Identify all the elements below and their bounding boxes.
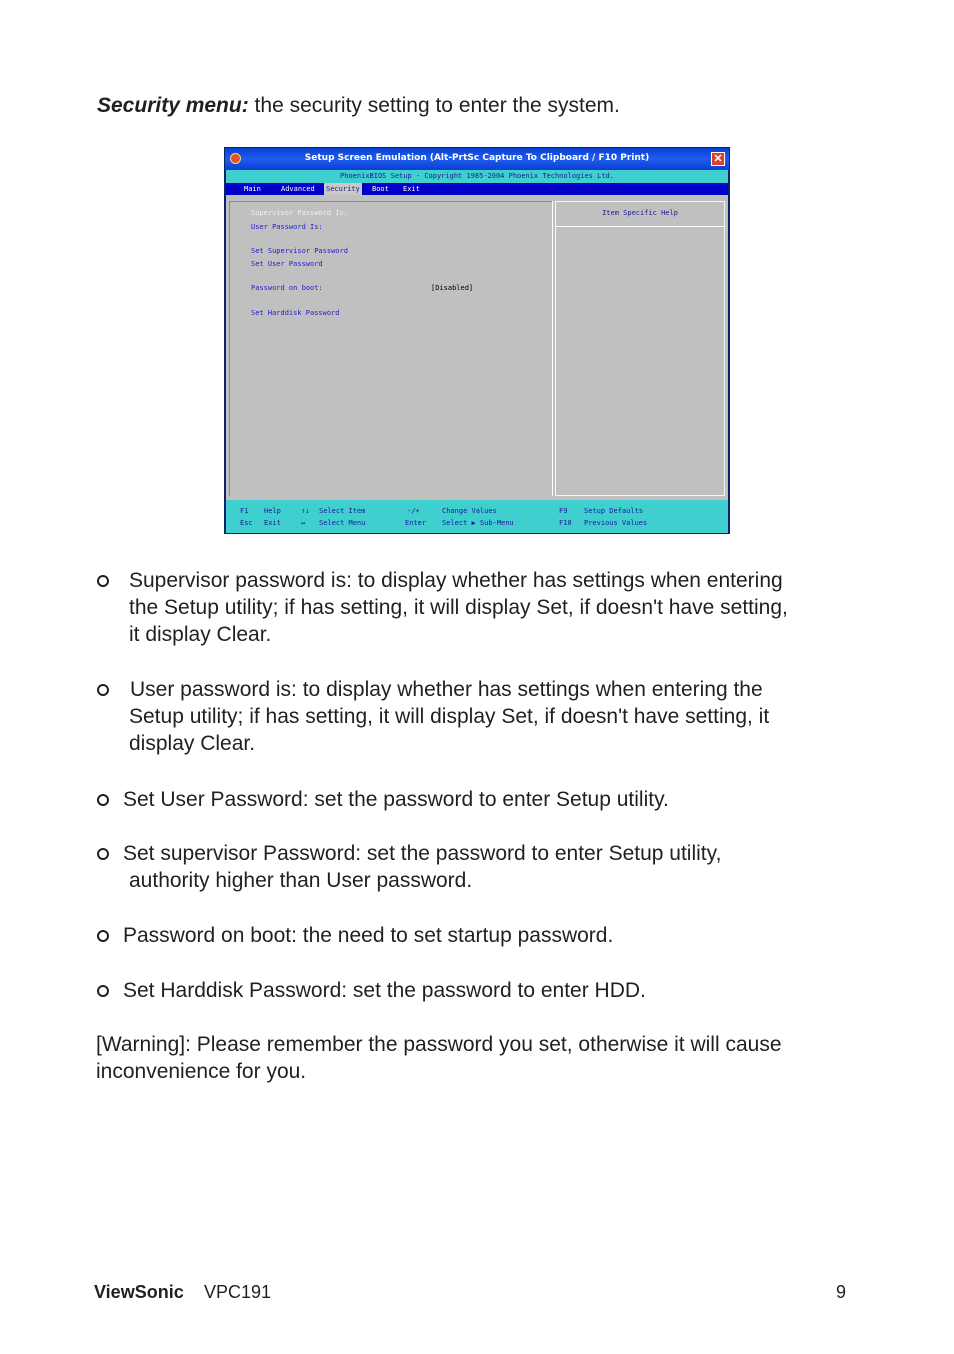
bullet-icon bbox=[97, 930, 109, 942]
item-password-on-boot[interactable]: Password on boot: bbox=[251, 284, 323, 292]
list-item-text: Password on boot: the need to set startup password. bbox=[123, 924, 614, 947]
item-supervisor-password-is: Supervisor Password Is: bbox=[251, 209, 348, 217]
section-intro bbox=[97, 94, 620, 118]
bios-window-title: Setup Screen Emulation (Alt-PrtSc Capture To Clipboard / F10 Print) bbox=[304, 153, 650, 163]
bullet-icon bbox=[97, 575, 109, 587]
bullet-icon bbox=[97, 985, 109, 997]
bios-key-legend bbox=[226, 500, 728, 533]
bios-body bbox=[226, 195, 728, 500]
list-item-text: Set User Password: set the password to enter Setup utility. bbox=[123, 788, 669, 811]
menu-boot[interactable]: Boot bbox=[372, 185, 389, 193]
help-title: Item Specific Help bbox=[556, 202, 724, 227]
bios-settings-panel bbox=[229, 201, 553, 496]
key-setup-defaults-label: Setup Defaults bbox=[584, 507, 644, 515]
list-item-text: User password is: to display whether has settings when entering the bbox=[130, 678, 763, 701]
key-exit-label: Exit bbox=[264, 519, 281, 527]
list-item-text: it display Clear. bbox=[129, 623, 272, 646]
key-help-label: Help bbox=[264, 507, 281, 515]
key-f1: F1 bbox=[240, 507, 249, 515]
section-intro-text: the security setting to enter the system. bbox=[248, 94, 620, 117]
key-f10: F10 bbox=[559, 519, 572, 527]
key-updown: ↑↓ bbox=[301, 507, 310, 515]
item-set-supervisor-password[interactable]: Set Supervisor Password bbox=[251, 247, 348, 255]
bullet-icon bbox=[97, 848, 109, 860]
key-select-submenu-label: Select ▶ Sub-Menu bbox=[442, 519, 514, 527]
item-set-harddisk-password[interactable]: Set Harddisk Password bbox=[251, 309, 340, 317]
key-leftright: ↔ bbox=[301, 519, 306, 527]
item-user-password-is: User Password Is: bbox=[251, 223, 323, 231]
key-select-menu-label: Select Menu bbox=[319, 519, 366, 527]
section-keyword: Security menu: bbox=[97, 94, 249, 117]
list-item-text: Supervisor password is: to display whether has settings when entering bbox=[129, 569, 783, 592]
warning-line: inconvenience for you. bbox=[96, 1060, 307, 1083]
bios-copyright: PhoenixBIOS Setup - Copyright 1985-2004 Phoenix Technologies Ltd. bbox=[226, 170, 728, 183]
list-item-text: Set Harddisk Password: set the password to enter HDD. bbox=[123, 979, 646, 1002]
menu-main[interactable]: Main bbox=[244, 185, 261, 193]
list-item-text: display Clear. bbox=[129, 732, 256, 755]
key-minusplus: -/+ bbox=[407, 507, 420, 515]
footer-brand: ViewSonic bbox=[94, 1282, 184, 1302]
list-item-text: Set supervisor Password: set the password to enter Setup utility, bbox=[123, 842, 722, 865]
bullet-icon bbox=[97, 794, 109, 806]
bullet-icon bbox=[97, 684, 109, 696]
key-select-item-label: Select Item bbox=[319, 507, 366, 515]
key-f9: F9 bbox=[559, 507, 568, 515]
key-esc: Esc bbox=[240, 519, 253, 527]
key-previous-values-label: Previous Values bbox=[584, 519, 648, 527]
close-icon[interactable]: ✕ bbox=[711, 152, 725, 166]
warning-note bbox=[96, 1031, 782, 1085]
menu-security[interactable]: Security bbox=[326, 185, 360, 193]
menu-advanced[interactable]: Advanced bbox=[281, 185, 315, 193]
bios-titlebar bbox=[225, 148, 729, 170]
key-enter: Enter bbox=[405, 519, 427, 527]
bios-help-panel bbox=[555, 201, 725, 496]
key-change-values-label: Change Values bbox=[442, 507, 497, 515]
item-set-user-password[interactable]: Set User Password bbox=[251, 260, 323, 268]
list-item-text: the Setup utility; if has setting, it will display Set, if doesn't have setting, bbox=[129, 596, 788, 619]
warning-line: [Warning]: Please remember the password you set, otherwise it will cause bbox=[96, 1033, 782, 1056]
bios-screenshot bbox=[224, 147, 730, 534]
bios-menubar bbox=[226, 183, 728, 195]
page-number: 9 bbox=[836, 1282, 847, 1302]
list-item-text: Setup utility; if has setting, it will display Set, if doesn't have setting, it bbox=[129, 705, 770, 728]
menu-exit[interactable]: Exit bbox=[403, 185, 420, 193]
list-item-text: authority higher than User password. bbox=[129, 869, 473, 892]
password-on-boot-value[interactable]: [Disabled] bbox=[431, 284, 474, 292]
footer-model: VPC191 bbox=[204, 1282, 272, 1302]
